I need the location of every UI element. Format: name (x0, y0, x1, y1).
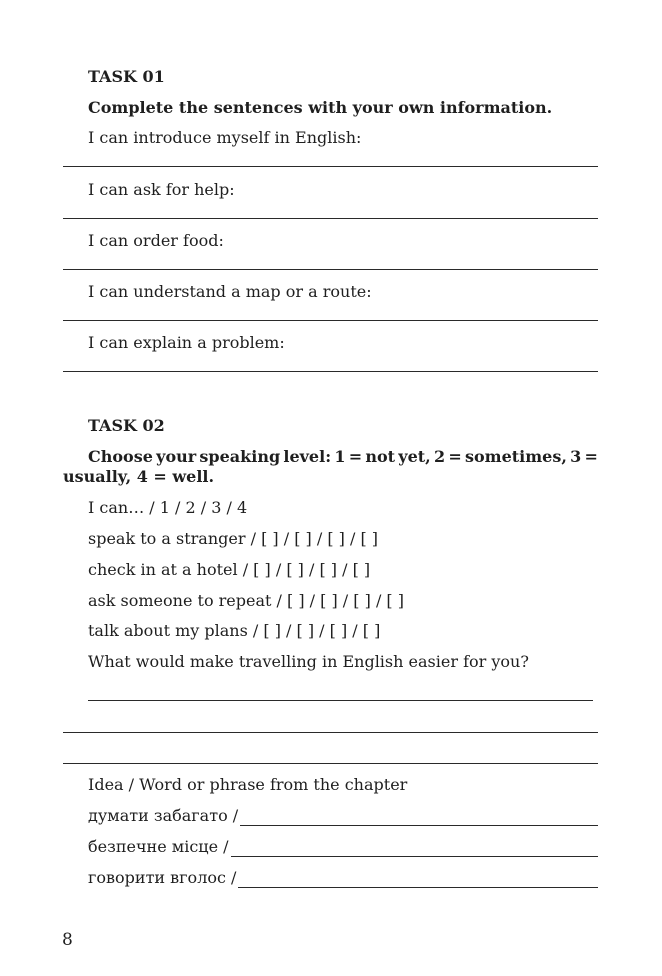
open-question: What would make travelling in English easier for you? (88, 652, 529, 671)
task-02-title: TASK 02 (88, 416, 165, 435)
instruction-word: Choose (88, 447, 153, 466)
instruction-word: = (348, 447, 363, 466)
instruction-word: = (584, 447, 598, 466)
task-01-prompt-2: I can ask for help: (88, 180, 235, 199)
instruction-word: 1 (334, 447, 346, 466)
task-01-prompt-1: I can introduce myself in English: (88, 128, 362, 147)
instruction-word: speaking (199, 447, 281, 466)
page-number: 8 (62, 930, 73, 950)
instruction-word: 2 (433, 447, 446, 466)
task-02-instruction-line-1 (88, 447, 598, 467)
instruction-word: = (448, 447, 462, 466)
instruction-word: your (156, 447, 197, 466)
vocab-row-2 (88, 837, 598, 857)
question-answer-line-3[interactable] (63, 763, 598, 764)
rating-row-2[interactable]: check in at a hotel / [ ] / [ ] / [ ] / [ ] (88, 560, 371, 579)
answer-line-4[interactable] (63, 320, 598, 321)
rating-row-1[interactable]: speak to a stranger / [ ] / [ ] / [ ] / [ ] (88, 529, 379, 548)
instruction-word: sometimes, (464, 447, 567, 466)
question-answer-line-1[interactable] (88, 700, 593, 701)
rating-header-row: I can… / 1 / 2 / 3 / 4 (88, 498, 248, 517)
task-01-prompt-3: I can order food: (88, 231, 224, 250)
instruction-word: not (365, 447, 396, 466)
rating-row-3[interactable]: ask someone to repeat / [ ] / [ ] / [ ] / [ ] (88, 591, 404, 610)
answer-line-3[interactable] (63, 269, 598, 270)
vocab-term-2: безпечне місце / (88, 837, 229, 856)
vocab-answer-line-3[interactable] (238, 873, 598, 888)
task-01-instruction: Complete the sentences with your own information. (88, 98, 553, 117)
vocab-row-1 (88, 806, 598, 826)
vocab-header: Idea / Word or phrase from the chapter (88, 775, 408, 794)
answer-line-2[interactable] (63, 218, 598, 219)
vocab-row-3 (88, 868, 598, 888)
instruction-word: level: (283, 447, 332, 466)
instruction-word: 3 (570, 447, 582, 466)
vocab-answer-line-2[interactable] (231, 842, 598, 857)
vocab-term-1: думати забагато / (88, 806, 239, 825)
instruction-word: yet, (398, 447, 431, 466)
task-01-title: TASK 01 (88, 67, 165, 86)
task-01-prompt-4: I can understand a map or a route: (88, 282, 372, 301)
task-01-prompt-5: I can explain a problem: (88, 333, 285, 352)
task-02-instruction-line-2: usually, 4 = well. (63, 467, 215, 486)
answer-line-5[interactable] (63, 371, 598, 372)
vocab-answer-line-1[interactable] (240, 811, 598, 826)
answer-line-1[interactable] (63, 166, 598, 167)
question-answer-line-2[interactable] (63, 732, 598, 733)
rating-row-4[interactable]: talk about my plans / [ ] / [ ] / [ ] / [ ] (88, 621, 381, 640)
vocab-term-3: говорити вголос / (88, 868, 237, 887)
